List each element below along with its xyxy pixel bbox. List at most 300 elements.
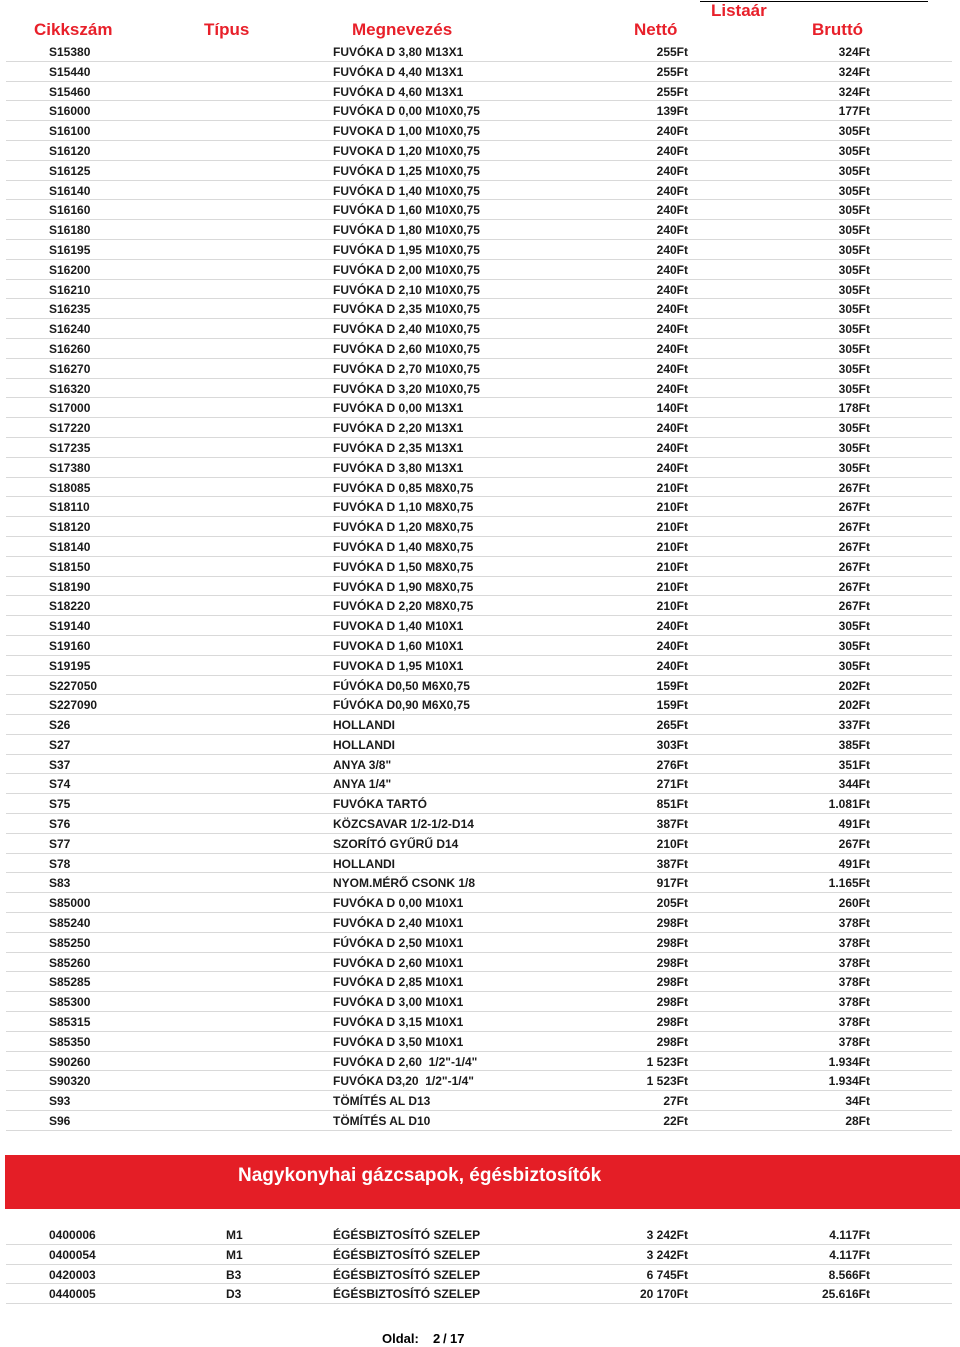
cell-gross: 305Ft: [838, 619, 870, 634]
cell-code: S85000: [49, 896, 91, 911]
table-row: [6, 1111, 952, 1131]
cell-name: FUVÓKA D 3,80 M13X1: [333, 45, 464, 59]
cell-code: S16210: [49, 282, 91, 297]
cell-net: 240Ft: [656, 302, 688, 317]
cell-code: S85250: [49, 935, 91, 950]
cell-gross: 305Ft: [838, 163, 870, 178]
table-row: [6, 616, 952, 636]
cell-net: 298Ft: [656, 975, 688, 990]
cell-net: 240Ft: [656, 421, 688, 436]
table-row: [6, 478, 952, 498]
cell-code: 0400054: [49, 1247, 96, 1262]
cell-gross: 324Ft: [838, 64, 870, 79]
cell-net: 276Ft: [656, 757, 688, 772]
table-row: [6, 220, 952, 240]
cell-code: S37: [49, 757, 71, 772]
cell-name: ANYA 1/4": [333, 777, 392, 792]
cell-name: FUVÓKA D 2,35 M10X0,75: [333, 302, 480, 317]
cell-code: S16195: [49, 242, 91, 257]
table-row: [6, 200, 952, 220]
cell-code: S19140: [49, 619, 91, 634]
table-row: [6, 438, 952, 458]
table-header: [0, 20, 960, 42]
cell-name: FUVÓKA D 3,00 M10X1: [333, 995, 464, 1010]
table-row: [6, 656, 952, 676]
cell-code: S78: [49, 856, 71, 871]
cell-name: FUVÓKA D 3,50 M10X1: [333, 1034, 464, 1049]
cell-gross: 267Ft: [838, 539, 870, 554]
cell-code: S77: [49, 836, 71, 851]
cell-name: HOLLANDI: [333, 856, 395, 871]
cell-code: 0440005: [49, 1287, 96, 1302]
cell-code: S74: [49, 777, 71, 792]
table-row: [6, 557, 952, 577]
cell-gross: 491Ft: [838, 856, 870, 871]
cell-code: S19195: [49, 658, 91, 673]
cell-gross: 28Ft: [845, 1114, 870, 1129]
cell-type: M1: [226, 1228, 243, 1242]
cell-gross: 267Ft: [838, 599, 870, 614]
cell-net: 240Ft: [656, 658, 688, 673]
cell-code: S18140: [49, 539, 91, 554]
cell-net: 298Ft: [656, 1015, 688, 1030]
cell-gross: 344Ft: [838, 777, 870, 792]
product-table: [0, 42, 960, 1131]
cell-gross: 305Ft: [838, 381, 870, 396]
cell-type: B3: [226, 1267, 242, 1282]
cell-code: S16240: [49, 322, 91, 337]
table-row: [6, 359, 952, 379]
table-row: [6, 1032, 952, 1052]
cell-net: 210Ft: [656, 579, 688, 594]
cell-net: 210Ft: [656, 836, 688, 851]
table-row: [6, 379, 952, 399]
cell-gross: 260Ft: [838, 896, 870, 911]
cell-name: FUVÓKA D 4,60 M13X1: [333, 84, 464, 99]
cell-gross: 1.934Ft: [828, 1074, 870, 1089]
cell-code: S16125: [49, 163, 91, 178]
cell-name: FUVÓKA D 2,85 M10X1: [333, 975, 464, 990]
cell-code: S16270: [49, 361, 91, 376]
table-row: [6, 755, 952, 775]
cell-code: S26: [49, 718, 71, 733]
table-row: [6, 893, 952, 913]
cell-name: FUVÓKA D 1,20 M8X0,75: [333, 520, 474, 535]
cell-gross: 305Ft: [838, 262, 870, 277]
cell-net: 240Ft: [656, 163, 688, 178]
table-row: [6, 418, 952, 438]
cell-code: S16100: [49, 124, 91, 139]
cell-gross: 305Ft: [838, 322, 870, 337]
cell-net: 205Ft: [656, 896, 688, 911]
cell-code: S17380: [49, 460, 91, 475]
cell-code: S85350: [49, 1034, 91, 1049]
cell-code: S16200: [49, 262, 91, 277]
cell-name: FUVÓKA D 1,95 M10X0,75: [333, 242, 480, 257]
cell-name: FUVÓKA D 0,85 M8X0,75: [333, 480, 474, 495]
cell-net: 210Ft: [656, 559, 688, 574]
table-row: [6, 695, 952, 715]
cell-code: S83: [49, 876, 71, 891]
table-row: [6, 339, 952, 359]
cell-code: S85315: [49, 1015, 91, 1030]
cell-code: S16000: [49, 104, 91, 119]
table-row: [6, 161, 952, 181]
cell-gross: 305Ft: [838, 124, 870, 139]
cell-code: S75: [49, 797, 71, 812]
cell-code: S227050: [49, 678, 98, 693]
cell-net: 159Ft: [656, 698, 688, 713]
cell-code: S16235: [49, 302, 91, 317]
cell-code: S85240: [49, 916, 91, 931]
cell-gross: 305Ft: [838, 440, 870, 455]
cell-gross: 378Ft: [838, 955, 870, 970]
cell-name: FUVÓKA D 0,00 M10X1: [333, 896, 464, 911]
cell-name: FUVÓKA D 0,00 M13X1: [333, 401, 464, 416]
table-row: [6, 913, 952, 933]
table-row: [6, 101, 952, 121]
table-row: [6, 121, 952, 141]
cell-code: 0400006: [49, 1228, 96, 1242]
table-row: [6, 596, 952, 616]
cell-name: FUVÓKA D 2,60 1/2"-1/4": [333, 1054, 478, 1069]
cell-name: ANYA 3/8": [333, 757, 392, 772]
table-row: [6, 299, 952, 319]
cell-name: FUVOKA D 1,00 M10X0,75: [333, 124, 480, 139]
cell-name: FÚVÓKA D 2,50 M10X1: [333, 935, 464, 950]
cell-name: FUVÓKA D3,20 1/2"-1/4": [333, 1074, 474, 1089]
cell-net: 240Ft: [656, 440, 688, 455]
cell-gross: 34Ft: [845, 1094, 870, 1109]
cell-net: 27Ft: [663, 1094, 688, 1109]
cell-net: 387Ft: [656, 856, 688, 871]
cell-name: FUVÓKA D 2,00 M10X0,75: [333, 262, 480, 277]
product-table-2: [0, 1225, 960, 1304]
cell-name: FUVÓKA D 2,60 M10X1: [333, 955, 464, 970]
cell-net: 298Ft: [656, 935, 688, 950]
cell-gross: 8.566Ft: [828, 1267, 870, 1282]
table-row: [6, 42, 952, 62]
cell-gross: 202Ft: [838, 678, 870, 693]
cell-net: 298Ft: [656, 955, 688, 970]
cell-net: 298Ft: [656, 995, 688, 1010]
cell-net: 851Ft: [656, 797, 688, 812]
cell-net: 240Ft: [656, 341, 688, 356]
cell-name: FUVÓKA D 2,20 M13X1: [333, 421, 464, 436]
cell-net: 240Ft: [656, 183, 688, 198]
cell-name: FUVÓKA D 1,60 M10X0,75: [333, 203, 480, 218]
cell-code: S17000: [49, 401, 91, 416]
table-row: [6, 517, 952, 537]
cell-gross: 305Ft: [838, 460, 870, 475]
cell-code: S17235: [49, 440, 91, 455]
cell-gross: 305Ft: [838, 421, 870, 436]
cell-code: S17220: [49, 421, 91, 436]
table-row: [6, 715, 952, 735]
cell-net: 255Ft: [656, 45, 688, 59]
cell-net: 255Ft: [656, 64, 688, 79]
cell-net: 210Ft: [656, 480, 688, 495]
table-row: [6, 774, 952, 794]
cell-name: ÉGÉSBIZTOSÍTÓ SZELEP: [333, 1287, 481, 1302]
cell-name: FUVÓKA D 1,25 M10X0,75: [333, 163, 480, 178]
cell-name: FUVOKA D 1,60 M10X1: [333, 638, 464, 653]
cell-net: 240Ft: [656, 124, 688, 139]
header-code: Cikkszám: [34, 20, 113, 39]
table-row: [6, 636, 952, 656]
cell-net: 210Ft: [656, 599, 688, 614]
header-type: Típus: [204, 20, 250, 39]
table-row: [6, 240, 952, 260]
cell-name: FUVÓKA TARTÓ: [333, 797, 427, 812]
cell-code: S18190: [49, 579, 91, 594]
cell-gross: 305Ft: [838, 242, 870, 257]
table-row: [6, 497, 952, 517]
cell-code: 0420003: [49, 1267, 96, 1282]
page-label: Oldal:: [382, 1331, 419, 1346]
cell-net: 240Ft: [656, 619, 688, 634]
cell-code: S96: [49, 1114, 71, 1129]
table-row: [6, 82, 952, 102]
table-row: [6, 1265, 952, 1285]
cell-name: ÉGÉSBIZTOSÍTÓ SZELEP: [333, 1228, 481, 1242]
cell-name: SZORÍTÓ GYŰRŰ D14: [333, 836, 459, 851]
cell-gross: 267Ft: [838, 559, 870, 574]
cell-code: S19160: [49, 638, 91, 653]
cell-net: 240Ft: [656, 460, 688, 475]
cell-code: S15380: [49, 45, 91, 59]
cell-gross: 267Ft: [838, 836, 870, 851]
table-row: [6, 1245, 952, 1265]
cell-name: TÖMÍTÉS AL D10: [333, 1114, 431, 1129]
page-separator: /: [443, 1331, 447, 1346]
cell-name: FUVÓKA D 1,90 M8X0,75: [333, 579, 474, 594]
cell-name: FUVOKA D 1,95 M10X1: [333, 658, 464, 673]
cell-name: FUVÓKA D 4,40 M13X1: [333, 64, 464, 79]
cell-name: FUVÓKA D 0,00 M10X0,75: [333, 104, 480, 119]
cell-name: HOLLANDI: [333, 718, 395, 733]
cell-code: S85300: [49, 995, 91, 1010]
table-row: [6, 1284, 952, 1304]
cell-gross: 378Ft: [838, 1034, 870, 1049]
cell-name: FUVOKA D 1,40 M10X1: [333, 619, 464, 634]
cell-code: S16120: [49, 143, 91, 158]
cell-gross: 25.616Ft: [821, 1287, 870, 1302]
table-row: [6, 972, 952, 992]
cell-net: 1 523Ft: [646, 1074, 688, 1089]
table-row: [6, 1052, 952, 1072]
cell-gross: 378Ft: [838, 1015, 870, 1030]
table-row: [6, 398, 952, 418]
cell-net: 240Ft: [656, 361, 688, 376]
section-title: Nagykonyhai gázcsapok, égésbiztosítók: [238, 1165, 602, 1186]
cell-name: FUVOKA D 1,20 M10X0,75: [333, 143, 480, 158]
cell-net: 298Ft: [656, 1034, 688, 1049]
cell-code: S15460: [49, 84, 91, 99]
cell-net: 159Ft: [656, 678, 688, 693]
cell-name: KÖZCSAVAR 1/2-1/2-D14: [333, 817, 474, 832]
cell-net: 303Ft: [656, 737, 688, 752]
cell-gross: 4.117Ft: [829, 1228, 870, 1242]
cell-code: S90260: [49, 1054, 91, 1069]
table-row: [6, 735, 952, 755]
cell-code: S76: [49, 817, 71, 832]
table-row: [6, 873, 952, 893]
cell-code: S227090: [49, 698, 98, 713]
cell-net: 240Ft: [656, 638, 688, 653]
cell-gross: 305Ft: [838, 203, 870, 218]
table-row: [6, 1225, 952, 1245]
cell-net: 20 170Ft: [639, 1287, 688, 1302]
header-gross: Bruttó: [812, 20, 863, 39]
cell-net: 240Ft: [656, 262, 688, 277]
cell-gross: 267Ft: [838, 500, 870, 515]
cell-net: 210Ft: [656, 500, 688, 515]
cell-net: 240Ft: [656, 282, 688, 297]
table-row: [6, 834, 952, 854]
cell-name: TÖMÍTÉS AL D13: [333, 1094, 431, 1109]
cell-code: S18120: [49, 520, 91, 535]
cell-gross: 385Ft: [838, 737, 870, 752]
cell-net: 140Ft: [656, 401, 688, 416]
cell-net: 1 523Ft: [646, 1054, 688, 1069]
cell-gross: 337Ft: [838, 718, 870, 733]
cell-name: ÉGÉSBIZTOSÍTÓ SZELEP: [333, 1267, 481, 1282]
cell-name: FÚVÓKA D0,90 M6X0,75: [333, 698, 470, 713]
cell-code: S16260: [49, 341, 91, 356]
cell-name: FUVÓKA D 2,40 M10X0,75: [333, 322, 480, 337]
section-banner: [5, 1155, 960, 1209]
cell-net: 210Ft: [656, 520, 688, 535]
cell-net: 22Ft: [663, 1114, 688, 1129]
table-row: [6, 814, 952, 834]
cell-name: FUVÓKA D 3,15 M10X1: [333, 1015, 464, 1030]
price-list-title: Listaár: [711, 1, 767, 20]
cell-net: 387Ft: [656, 817, 688, 832]
cell-gross: 378Ft: [838, 975, 870, 990]
table-row: [6, 794, 952, 814]
table-row: [6, 854, 952, 874]
cell-name: FUVÓKA D 2,20 M8X0,75: [333, 599, 474, 614]
cell-gross: 305Ft: [838, 341, 870, 356]
cell-gross: 305Ft: [838, 183, 870, 198]
page-total: 17: [450, 1331, 465, 1346]
cell-net: 271Ft: [656, 777, 688, 792]
table-row: [6, 458, 952, 478]
cell-name: FUVÓKA D 1,40 M8X0,75: [333, 539, 474, 554]
cell-net: 139Ft: [656, 104, 688, 119]
cell-name: FUVÓKA D 2,70 M10X0,75: [333, 361, 480, 376]
cell-gross: 305Ft: [838, 361, 870, 376]
cell-gross: 491Ft: [838, 817, 870, 832]
cell-gross: 305Ft: [838, 302, 870, 317]
cell-gross: 324Ft: [838, 84, 870, 99]
cell-gross: 178Ft: [838, 401, 870, 416]
table-row: [6, 260, 952, 280]
cell-gross: 324Ft: [838, 45, 870, 59]
cell-gross: 378Ft: [838, 995, 870, 1010]
table-row: [6, 319, 952, 339]
table-row: [6, 933, 952, 953]
cell-net: 917Ft: [656, 876, 688, 891]
cell-name: FUVÓKA D 1,80 M10X0,75: [333, 223, 480, 238]
cell-code: S16160: [49, 203, 91, 218]
cell-gross: 267Ft: [838, 520, 870, 535]
cell-gross: 378Ft: [838, 916, 870, 931]
table-row: [6, 676, 952, 696]
cell-net: 255Ft: [656, 84, 688, 99]
cell-code: S18110: [49, 500, 90, 515]
cell-gross: 177Ft: [838, 104, 870, 119]
cell-code: S16140: [49, 183, 91, 198]
cell-code: S27: [49, 737, 71, 752]
table-row: [6, 1091, 952, 1111]
cell-net: 240Ft: [656, 143, 688, 158]
cell-gross: 378Ft: [838, 935, 870, 950]
cell-gross: 351Ft: [838, 757, 870, 772]
cell-code: S85260: [49, 955, 91, 970]
cell-name: FÚVÓKA D0,50 M6X0,75: [333, 678, 470, 693]
header-net: Nettó: [634, 20, 678, 39]
cell-net: 240Ft: [656, 203, 688, 218]
cell-code: S90320: [49, 1074, 91, 1089]
cell-name: FUVÓKA D 1,50 M8X0,75: [333, 559, 474, 574]
table-row: [6, 1071, 952, 1091]
cell-gross: 305Ft: [838, 282, 870, 297]
cell-gross: 1.934Ft: [828, 1054, 870, 1069]
cell-name: FUVÓKA D 2,60 M10X0,75: [333, 341, 480, 356]
cell-gross: 305Ft: [838, 223, 870, 238]
table-row: [6, 141, 952, 161]
cell-name: HOLLANDI: [333, 737, 395, 752]
cell-type: D3: [226, 1287, 242, 1302]
cell-gross: 1.081Ft: [828, 797, 870, 812]
cell-code: S16320: [49, 381, 91, 396]
cell-net: 3 242Ft: [646, 1228, 688, 1242]
cell-name: NYOM.MÉRŐ CSONK 1/8: [333, 876, 476, 891]
table-row: [6, 953, 952, 973]
cell-type: M1: [226, 1247, 243, 1262]
cell-code: S18150: [49, 559, 91, 574]
cell-code: S15440: [49, 64, 91, 79]
cell-name: FUVÓKA D 2,10 M10X0,75: [333, 282, 480, 297]
cell-net: 240Ft: [656, 223, 688, 238]
cell-gross: 305Ft: [838, 638, 870, 653]
cell-net: 210Ft: [656, 539, 688, 554]
table-row: [6, 1012, 952, 1032]
cell-name: FUVÓKA D 1,10 M8X0,75: [333, 500, 474, 515]
cell-gross: 305Ft: [838, 658, 870, 673]
cell-name: FUVÓKA D 1,40 M10X0,75: [333, 183, 480, 198]
cell-net: 6 745Ft: [646, 1267, 688, 1282]
cell-name: FUVÓKA D 2,40 M10X1: [333, 916, 464, 931]
cell-name: FUVÓKA D 2,35 M13X1: [333, 440, 464, 455]
table-row: [6, 992, 952, 1012]
cell-gross: 267Ft: [838, 579, 870, 594]
table-row: [6, 181, 952, 201]
cell-net: 3 242Ft: [646, 1247, 688, 1262]
page-number: 2: [433, 1331, 441, 1346]
cell-net: 240Ft: [656, 322, 688, 337]
cell-code: S93: [49, 1094, 71, 1109]
table-row: [6, 62, 952, 82]
cell-name: FUVÓKA D 3,20 M10X0,75: [333, 381, 480, 396]
cell-net: 265Ft: [656, 718, 688, 733]
cell-gross: 4.117Ft: [829, 1247, 870, 1262]
cell-code: S16180: [49, 223, 91, 238]
cell-name: FUVÓKA D 3,80 M13X1: [333, 460, 464, 475]
cell-net: 240Ft: [656, 242, 688, 257]
